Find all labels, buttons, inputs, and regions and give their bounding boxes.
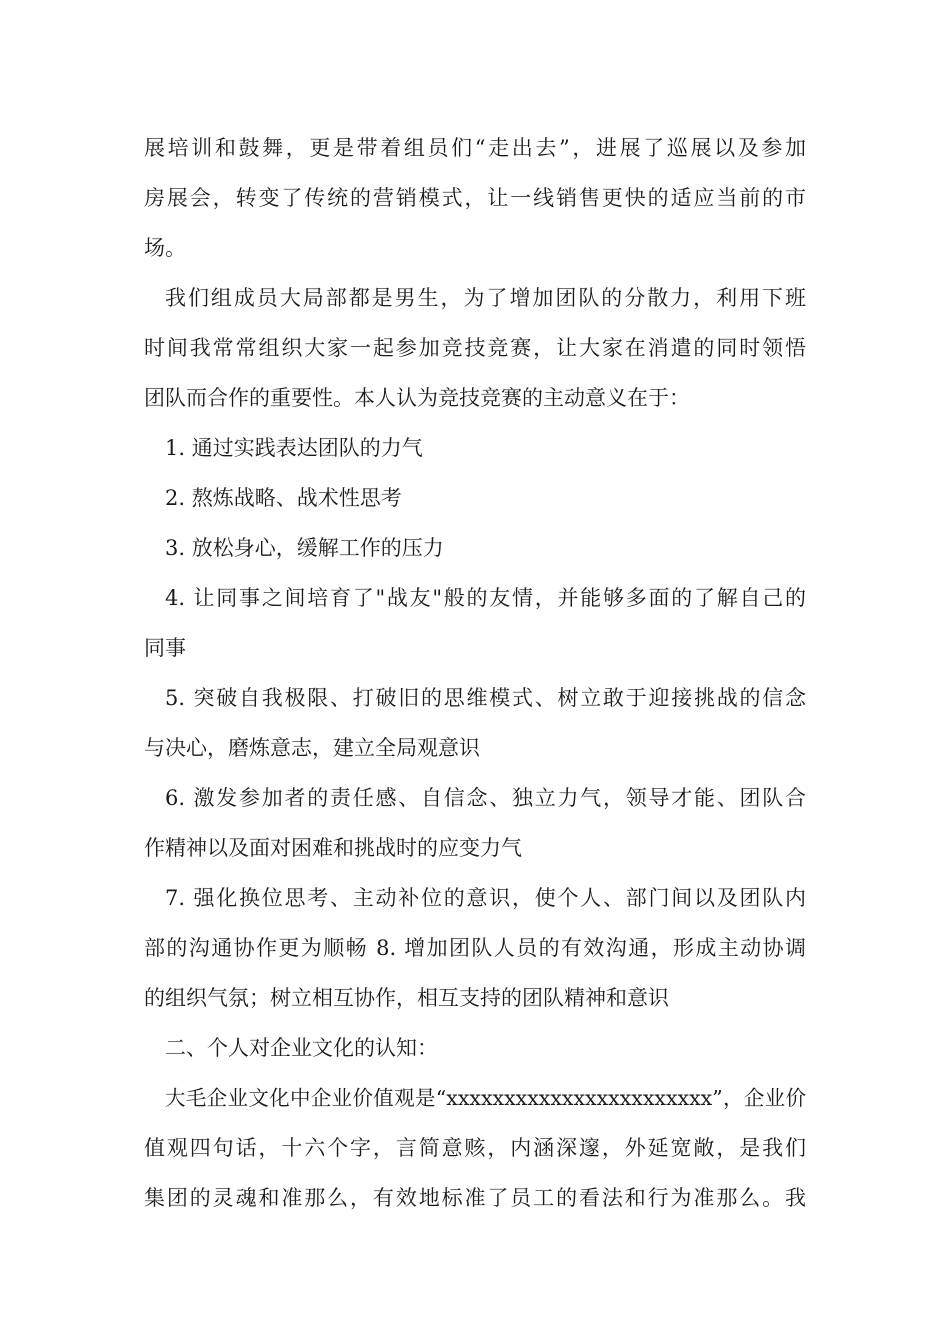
text-line-2: 房展会，转变了传统的营销模式，让一线销售更快的适应当前的市 (144, 186, 806, 210)
list-item-4-cont: 同事 (144, 636, 186, 660)
list-item-1: 1. 通过实践表达团队的力气 (165, 436, 423, 460)
text-line-5: 时间我常常组织大家一起参加竞技竞赛，让大家在消遣的同时领悟 (144, 336, 806, 360)
list-item-3: 3. 放松身心，缓解工作的压力 (165, 536, 444, 560)
list-item-7-cont: 部的沟通协作更为顺畅 8. 增加团队人员的有效沟通，形成主动协调 (144, 936, 806, 960)
text-line-21: 值观四句话，十六个字，言简意赅，内涵深邃，外延宽敞，是我们 (144, 1136, 806, 1160)
text-line-3: 场。 (144, 236, 186, 260)
list-item-6-cont: 作精神以及面对困难和挑战时的应变力气 (144, 836, 522, 860)
list-item-7: 7. 强化换位思考、主动补位的意识，使个人、部门间以及团队内 (165, 886, 806, 910)
list-item-5: 5. 突破自我极限、打破旧的思维模式、树立敢于迎接挑战的信念 (165, 686, 806, 710)
list-item-6: 6. 激发参加者的责任感、自信念、独立力气，领导才能、团队合 (165, 786, 806, 810)
text-line-6: 团队而合作的重要性。本人认为竞技竞赛的主动意义在于： (144, 386, 690, 410)
list-item-5-cont: 与决心，磨炼意志，建立全局观意识 (144, 736, 480, 760)
list-item-2: 2. 熬炼战略、战术性思考 (165, 486, 402, 510)
text-line-22: 集团的灵魂和准那么，有效地标准了员工的看法和行为准那么。我 (144, 1186, 806, 1210)
text-line-20: 大毛企业文化中企业价值观是“xxxxxxxxxxxxxxxxxxxxxxx”，企业价 (165, 1086, 806, 1110)
section-heading: 二、个人对企业文化的认知： (165, 1036, 438, 1060)
list-item-4: 4. 让同事之间培育了"战友"般的友情，并能够多面的了解自己的 (165, 586, 806, 610)
text-line-4: 我们组成员大局部都是男生，为了增加团队的分散力，利用下班 (165, 286, 806, 310)
text-line-1: 展培训和鼓舞，更是带着组员们“走出去”，进展了巡展以及参加 (144, 136, 806, 160)
list-item-8-cont: 的组织气氛；树立相互协作，相互支持的团队精神和意识 (144, 986, 669, 1010)
